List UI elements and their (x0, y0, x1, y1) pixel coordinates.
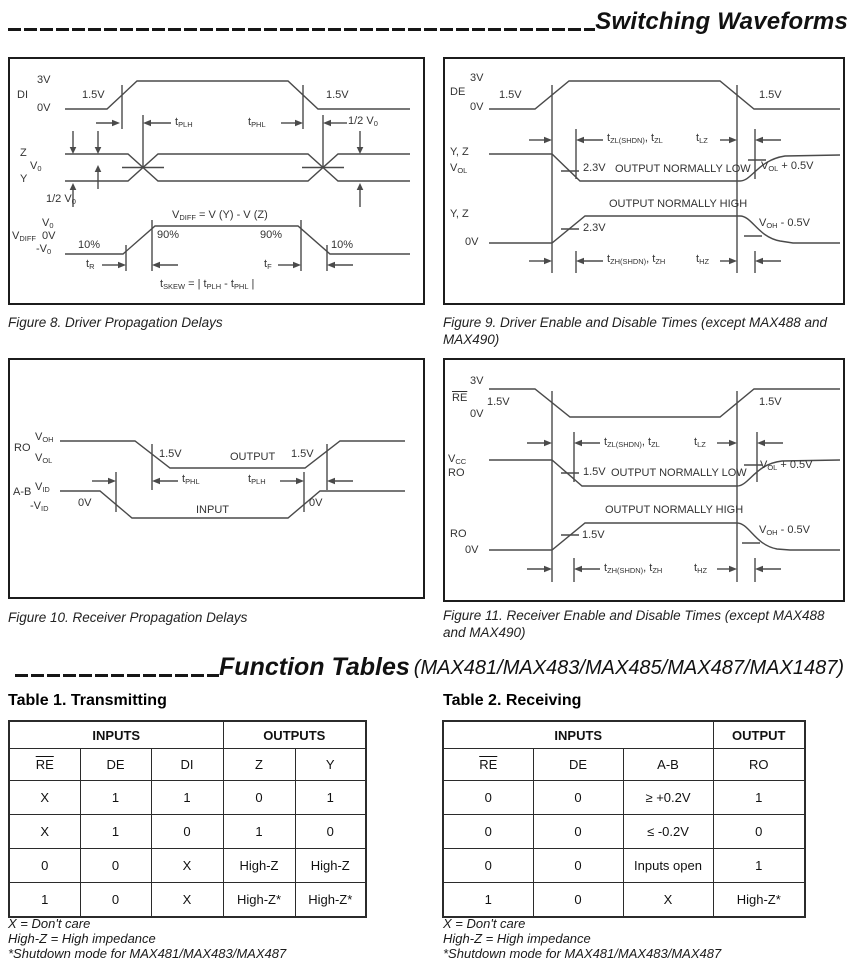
fig9-label-yz-top: Y, Z (450, 146, 469, 158)
fig10-label-1v5-left: 1.5V (159, 448, 182, 460)
table-cell: 0 (443, 815, 533, 849)
table-receiving (442, 720, 806, 918)
fig11-label-thz: $t_{HZ}$ (694, 562, 708, 576)
table-cell: 0 (533, 815, 623, 849)
fig9-label-de: DE (450, 86, 466, 98)
fig9-waveform-lines (489, 81, 840, 273)
fig8-waveform-lines (65, 81, 410, 271)
table-1-title: Table 1. Transmitting (8, 692, 167, 709)
fig9-label-vol-plus: $V_{OL} + 0.5V$ (761, 160, 814, 174)
column-header-ro: RO (713, 749, 805, 781)
table-row (443, 883, 805, 918)
fig8-label-tplh: $t_{PLH}$ (175, 116, 193, 130)
column-header-di: DI (151, 749, 223, 781)
group-header-output: OUTPUT (713, 721, 805, 749)
fig8-label-90pct-left: 90% (157, 229, 180, 241)
fig8-label-1v5-right: 1.5V (326, 89, 349, 101)
fig11-label-vol-plus: $V_{OL} + 0.5V$ (760, 459, 813, 473)
fig9-label-vol: $V_{OL}$ (450, 162, 468, 176)
table-row (443, 815, 805, 849)
fig10-label-1v5-right: 1.5V (291, 448, 314, 460)
fig11-label-0v: 0V (470, 408, 484, 420)
table-cell: 1 (9, 883, 80, 918)
column-header-ab: A-B (623, 749, 713, 781)
fig9-label-yz-bottom: Y, Z (450, 208, 469, 220)
header-underscore-rule (8, 28, 595, 31)
table-row (443, 781, 805, 815)
fig8-arrowheads (70, 120, 364, 272)
fig8-label-tf: $t_F$ (264, 258, 272, 272)
fig9-label-0v: 0V (470, 101, 484, 113)
fig8-label-vdiff-equation: $V_{DIFF} = V$ (Y) - V (Z) (172, 209, 268, 223)
table-cell: High-Z* (295, 883, 366, 918)
fig9-label-1v5-left: 1.5V (499, 89, 522, 101)
fig10-label-ro: RO (14, 442, 31, 454)
fig8-label-y: Y (20, 173, 28, 185)
table-cell: 1 (713, 849, 805, 883)
figure-9-caption: Figure 9. Driver Enable and Disable Times (except MAX488 and MAX490) (443, 315, 828, 347)
group-header-outputs: OUTPUTS (223, 721, 366, 749)
table-cell: 1 (80, 815, 151, 849)
fig11-label-1v5-left: 1.5V (487, 396, 510, 408)
fig8-label-vdiff: $V_{DIFF}$ (12, 230, 36, 244)
fig9-label-2v3-high: 2.3V (583, 222, 606, 234)
table-cell: 0 (151, 815, 223, 849)
table-cell: 0 (223, 781, 295, 815)
figure-8-caption: Figure 8. Driver Propagation Delays (8, 315, 223, 330)
de-waveform (489, 81, 840, 109)
table-cell: 1 (223, 815, 295, 849)
fig11-label-output-normally-low: OUTPUT NORMALLY LOW (611, 467, 747, 479)
fig10-label-0v-left: 0V (78, 497, 92, 509)
z-waveform (65, 154, 410, 181)
fig11-label-1v5-low: 1.5V (583, 466, 606, 478)
table-2-title: Table 2. Receiving (443, 692, 582, 709)
table-cell: 0 (9, 849, 80, 883)
table-cell: 1 (713, 781, 805, 815)
table-cell: ≤ -0.2V (623, 815, 713, 849)
fig10-waveform-svg (10, 360, 423, 597)
table-cell: 1 (443, 883, 533, 918)
fig8-label-halfv0-right: 1/2 $V_0$ (348, 115, 378, 129)
section-underscore-rule (15, 674, 219, 677)
table-cell: High-Z* (223, 883, 295, 918)
fig8-label-3v: 3V (37, 74, 51, 86)
fig9-label-voh-minus: $V_{OH} - 0.5V$ (759, 217, 810, 231)
fig11-label-tlz: $t_{LZ}$ (694, 436, 706, 450)
di-waveform (65, 81, 410, 109)
fig8-label-90pct-right: 90% (260, 229, 283, 241)
column-header-de: DE (533, 749, 623, 781)
fig10-label-voh: $V_{OH}$ (35, 431, 54, 445)
fig9-label-output-normally-low: OUTPUT NORMALLY LOW (615, 163, 751, 175)
fig8-label-halfv0-left: 1/2 $V_0$ (46, 193, 76, 207)
fig11-label-ro-top: RO (448, 467, 465, 479)
table-cell: High-Z (223, 849, 295, 883)
footnote-x: X = Don't care (8, 916, 91, 931)
table-row (9, 815, 366, 849)
fig9-label-0v-bottom: 0V (465, 236, 479, 248)
function-tables-header (15, 650, 844, 682)
fig8-label-v0: $V_0$ (30, 160, 42, 174)
table-cell: X (9, 781, 80, 815)
fig10-label-tplh: $t_{PLH}$ (248, 473, 266, 487)
fig8-label-1v5-left: 1.5V (82, 89, 105, 101)
fig8-label-tr: $t_R$ (86, 258, 95, 272)
table-row (9, 883, 366, 918)
figure-10-caption: Figure 10. Receiver Propagation Delays (8, 610, 248, 625)
table-cell: 1 (80, 781, 151, 815)
fig11-label-1v5-right: 1.5V (759, 396, 782, 408)
column-header-de: DE (80, 749, 151, 781)
table-row (443, 849, 805, 883)
table-cell: Inputs open (623, 849, 713, 883)
group-header-inputs: INPUTS (443, 721, 713, 749)
table-transmitting (8, 720, 367, 918)
table-cell: 0 (443, 849, 533, 883)
footnote-x: X = Don't care (443, 916, 526, 931)
table-cell: 0 (533, 883, 623, 918)
fig9-label-output-normally-high: OUTPUT NORMALLY HIGH (609, 198, 748, 210)
table-cell: 1 (295, 781, 366, 815)
fig11-waveform-lines (489, 389, 840, 582)
fig9-label-3v: 3V (470, 72, 484, 84)
figure-10-receiver-propagation-delays (8, 358, 425, 599)
fig11-label-tzh: $t_{ZH(SHDN)}$, $t_{ZH}$ (604, 562, 663, 576)
fig8-label-10pct-left: 10% (78, 239, 101, 251)
fig8-label-0v-mid: 0V (42, 230, 56, 242)
fig8-label-0v: 0V (37, 102, 51, 114)
figure-9-driver-enable-disable (443, 57, 845, 305)
section-part-numbers: (MAX481/MAX483/MAX485/MAX487/MAX1487) (413, 657, 844, 679)
footnote-highz: High-Z = High impedance (8, 931, 156, 946)
table-row (9, 781, 366, 815)
fig9-label-2v3-low: 2.3V (583, 162, 606, 174)
table-cell: X (151, 849, 223, 883)
table-cell: 0 (295, 815, 366, 849)
fig11-label-0v-bottom: 0V (465, 544, 479, 556)
fig8-label-v0-pos: $V_0$ (42, 217, 54, 231)
footnote-shutdown: *Shutdown mode for MAX481/MAX483/MAX487 (8, 946, 287, 961)
table-cell: 0 (533, 781, 623, 815)
figure-11-caption: Figure 11. Receiver Enable and Disable Times (except MAX488 and MAX490) (443, 608, 825, 640)
group-header-inputs: INPUTS (9, 721, 223, 749)
ab-input-waveform (60, 491, 405, 518)
fig11-label-re: $\overline{RE}$ (452, 392, 468, 404)
fig8-label-tskew: $t_{SKEW}$ = | $t_{PLH} - t_{PHL}$ | (160, 278, 255, 292)
table-2-footnotes (443, 916, 721, 961)
fig11-label-voh-minus: $V_{OH} - 0.5V$ (759, 524, 810, 538)
figure-11-receiver-enable-disable (443, 358, 845, 602)
fig8-label-di: DI (17, 89, 28, 101)
table-cell: 0 (713, 815, 805, 849)
fig10-arrowheads (108, 478, 335, 484)
fig10-label-input: INPUT (196, 504, 229, 516)
table-cell: X (151, 883, 223, 918)
y-waveform (65, 154, 410, 181)
fig8-waveform-svg (10, 59, 423, 303)
fig10-label-tphl: $t_{PHL}$ (182, 473, 200, 487)
fig11-label-output-normally-high: OUTPUT NORMALLY HIGH (605, 504, 744, 516)
fig10-label-vid-neg: $-V_{ID}$ (30, 500, 49, 514)
fig9-label-tzh: $t_{ZH(SHDN)}$, $t_{ZH}$ (607, 253, 666, 267)
fig8-label-z: Z (20, 147, 27, 159)
fig10-label-vid: $V_{ID}$ (35, 481, 50, 495)
section-title: Function Tables (219, 653, 410, 681)
fig10-label-ab: A-B (13, 486, 32, 498)
vdiff-waveform (65, 226, 410, 254)
fig8-label-tphl: $t_{PHL}$ (248, 116, 266, 130)
column-header-re: $\overline{RE}$ (443, 749, 533, 781)
table-cell: 0 (533, 849, 623, 883)
fig9-label-thz: $t_{HZ}$ (696, 253, 710, 267)
re-waveform (489, 389, 840, 417)
fig11-label-tzl: $t_{ZL(SHDN)}$, $t_{ZL}$ (604, 436, 660, 450)
table-cell: High-Z* (713, 883, 805, 918)
column-header-y: Y (295, 749, 366, 781)
table-cell: 0 (80, 883, 151, 918)
table-cell: X (623, 883, 713, 918)
footnote-highz: High-Z = High impedance (443, 931, 591, 946)
fig11-label-vcc: $V_{CC}$ (448, 453, 467, 467)
column-header-z: Z (223, 749, 295, 781)
fig10-label-vol: $V_{OL}$ (35, 452, 53, 466)
column-header-re: $\overline{RE}$ (9, 749, 80, 781)
footnote-shutdown: *Shutdown mode for MAX481/MAX483/MAX487 (443, 946, 722, 961)
fig11-label-3v: 3V (470, 375, 484, 387)
table-cell: ≥ +0.2V (623, 781, 713, 815)
fig9-label-tlz: $t_{LZ}$ (696, 132, 708, 146)
table-cell: High-Z (295, 849, 366, 883)
table-cell: 1 (151, 781, 223, 815)
table-cell: 0 (443, 781, 533, 815)
page-title: Switching Waveforms (595, 8, 848, 35)
fig11-label-1v5-high: 1.5V (582, 529, 605, 541)
fig8-label-10pct-right: 10% (331, 239, 354, 251)
table-row (9, 849, 366, 883)
page-header (8, 8, 848, 36)
figure-8-driver-propagation-delays (8, 57, 425, 305)
fig10-label-0v-right: 0V (309, 497, 323, 509)
table-1-footnotes (8, 916, 286, 961)
fig11-label-ro-bottom: RO (450, 528, 467, 540)
fig9-label-tzl: $t_{ZL(SHDN)}$, $t_{ZL}$ (607, 132, 663, 146)
table-cell: X (9, 815, 80, 849)
table-cell: 0 (80, 849, 151, 883)
fig10-label-output: OUTPUT (230, 451, 276, 463)
fig8-label-v0-neg: $-V_0$ (36, 243, 52, 257)
fig9-label-1v5-right: 1.5V (759, 89, 782, 101)
